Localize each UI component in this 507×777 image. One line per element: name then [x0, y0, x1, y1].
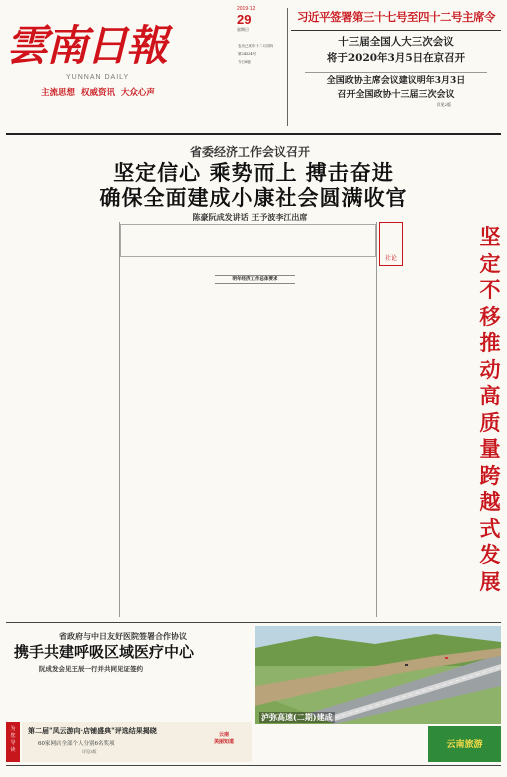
promo-brand-right: 美丽知道 — [213, 739, 234, 745]
top-news-rule-2 — [305, 72, 487, 73]
photo-caption-text — [255, 726, 425, 754]
newspaper-logo-english: YUNNAN DAILY — [66, 74, 130, 81]
body-column-1 — [10, 222, 117, 617]
body-column-2 — [122, 258, 212, 618]
promo-side-label — [6, 722, 20, 762]
slogan-row — [41, 86, 191, 98]
top-news-sub1-line1: 十三届全国人大三次会议 — [338, 36, 454, 48]
editorial-body — [406, 222, 474, 622]
second-story-kicker: 省政府与中日友好医院签署合作协议 — [59, 631, 187, 641]
promo-side-label-text: 为您导读 — [10, 726, 16, 753]
column-rule-2 — [376, 222, 377, 617]
editorial-label-box — [379, 222, 403, 266]
tourism-banner — [428, 726, 501, 762]
column-rule-1 — [119, 222, 120, 617]
masthead-divider — [287, 8, 288, 126]
inner-heading: 明年经济工作总体要求 — [215, 275, 295, 284]
tourism-banner-text: 云南旅游 — [446, 740, 483, 750]
slogan-2: 权威资讯 — [80, 88, 115, 98]
promo-page-ref: 详见3版 — [82, 749, 97, 754]
body-column-3b — [215, 284, 295, 618]
promo-box — [22, 722, 252, 762]
photo-caption-title: 泸弥高速(二期)建成 — [261, 712, 333, 722]
top-news-sub2-line1: 全国政协主席会议建议明年3月3日 — [326, 76, 466, 86]
second-story-headline: 携手共建呼吸区域医疗中心 — [14, 643, 195, 661]
date-block — [237, 6, 263, 33]
issue-number: 第24524号 — [238, 52, 257, 56]
editorial-title: 坚定不移推动高质量跨越式发展 — [479, 224, 501, 594]
newspaper-logo: 雲南日報 — [6, 21, 167, 70]
top-news-headline: 习近平签署第三十七号至四十二号主席令 — [297, 10, 495, 24]
promo-brand — [202, 731, 246, 745]
second-story-body — [14, 675, 252, 717]
top-news — [291, 6, 501, 128]
lunar-date: 农历己亥年十二月初四 — [238, 44, 273, 48]
lead-kicker: 省委经济工作会议召开 — [189, 145, 310, 159]
promo-title: 第二届"凤云游向·店铺盛典"评选结果揭晓 — [28, 726, 157, 735]
slogan-3: 大众心声 — [120, 88, 155, 98]
masthead — [6, 6, 288, 131]
masthead-bottom-rule — [6, 133, 501, 135]
lead-headline-line2: 确保全面建成小康社会圆满收官 — [99, 185, 408, 210]
masthead-small-print — [41, 100, 191, 110]
issue-info — [238, 42, 288, 66]
body-column-4 — [298, 222, 374, 618]
lead-headline-line1: 坚定信心 乘势而上 搏击奋进 — [113, 160, 394, 185]
second-story-byline: 阮成发会见王辰一行并共同见证签约 — [39, 665, 143, 673]
lead-byline: 陈豪阮成发讲话 王予波李江出席 — [192, 212, 308, 222]
footer-imprint — [6, 767, 501, 773]
top-news-page-ref: 详见2版 — [436, 102, 451, 107]
news-photo — [255, 626, 501, 724]
top-news-sub2-line2: 召开全国政协十三届三次会议 — [337, 90, 455, 100]
top-news-rule — [291, 30, 501, 31]
top-news-sub1-line2: 将于2020年3月5日在京召开 — [326, 52, 466, 64]
date-weekday: 星期日 — [237, 27, 249, 32]
slogan-1: 主流思想 — [41, 88, 76, 98]
editorial-label: 社论 — [384, 255, 397, 262]
body-column-3 — [215, 222, 295, 272]
footer-rule — [6, 765, 501, 766]
date-label: 2019·12 — [237, 6, 256, 12]
lower-section-rule — [6, 622, 501, 623]
promo-brand-left: 云南 — [218, 732, 229, 738]
page-count: 今日8版 — [238, 60, 251, 64]
date-day: 29 — [237, 12, 252, 27]
promo-subtitle: 60家网店全部个人分别6名奖项 — [38, 741, 115, 747]
editorial-body-lower — [379, 270, 403, 620]
highway-photo-illustration — [255, 626, 501, 724]
